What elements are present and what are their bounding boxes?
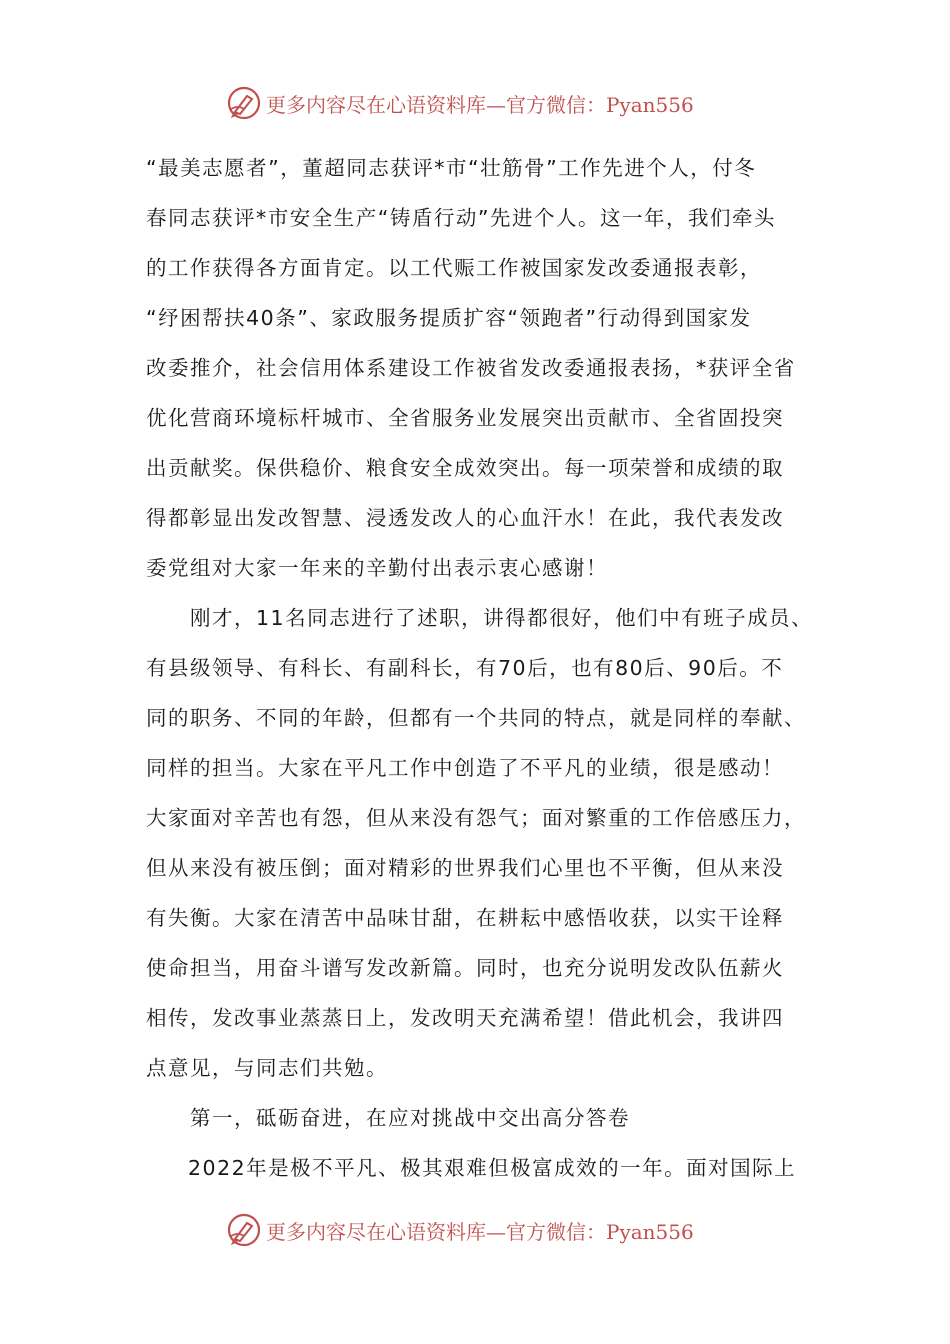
- pen-nib-icon: [226, 1212, 262, 1248]
- banner-text: 更多内容尽在心语资料库—官方微信：Pyan556: [266, 92, 694, 117]
- text-line: 的工作获得各方面肯定。以工代赈工作被国家发改委通报表彰，: [146, 256, 762, 280]
- text-line: 2022年是极不平凡、极其艰难但极富成效的一年。面对国际上: [188, 1156, 797, 1180]
- text-line: 大家面对辛苦也有怨，但从来没有怨气；面对繁重的工作倍感压力，: [146, 806, 806, 830]
- text-line: 改委推介，社会信用体系建设工作被省发改委通报表扬，*获评全省: [146, 356, 796, 380]
- text-line: 同样的担当。大家在平凡工作中创造了不平凡的业绩，很是感动！: [146, 756, 784, 780]
- document-body: [146, 143, 816, 1193]
- text-line: 点意见，与同志们共勉。: [146, 1056, 388, 1080]
- text-line: 刚才，11名同志进行了述职，讲得都很好，他们中有班子成员、: [190, 606, 814, 630]
- banner-text: 更多内容尽在心语资料库—官方微信：Pyan556: [266, 1219, 694, 1244]
- text-line: 有失衡。大家在清苦中品味甘甜，在耕耘中感悟收获，以实干诠释: [146, 906, 784, 930]
- text-line: 同的职务、不同的年龄，但都有一个共同的特点，就是同样的奉献、: [146, 706, 806, 730]
- text-line: 有县级领导、有科长、有副科长，有70后，也有80后、90后。不: [146, 656, 784, 680]
- text-line: 优化营商环境标杆城市、全省服务业发展突出贡献市、全省固投突: [146, 406, 784, 430]
- text-line: 出贡献奖。保供稳价、粮食安全成效突出。每一项荣誉和成绩的取: [146, 456, 784, 480]
- pen-nib-icon: [226, 85, 262, 121]
- section-heading: 第一，砥砺奋进，在应对挑战中交出高分答卷: [190, 1106, 630, 1130]
- text-line: “纾困帮扶40条”、家政服务提质扩容“领跑者”行动得到国家发: [146, 306, 752, 330]
- text-line: 使命担当，用奋斗谱写发改新篇。同时，也充分说明发改队伍薪火: [146, 956, 784, 980]
- footer-banner: [226, 1210, 694, 1250]
- text-line: 委党组对大家一年来的辛勤付出表示衷心感谢！: [146, 556, 608, 580]
- text-line: “最美志愿者”，董超同志获评*市“壮筋骨”工作先进个人，付冬: [146, 156, 757, 180]
- text-line: 相传，发改事业蒸蒸日上，发改明天充满希望！借此机会，我讲四: [146, 1006, 784, 1030]
- text-line: 但从来没有被压倒；面对精彩的世界我们心里也不平衡，但从来没: [146, 856, 784, 880]
- text-line: 得都彰显出发改智慧、浸透发改人的心血汗水！在此，我代表发改: [146, 506, 784, 530]
- header-banner: [226, 83, 694, 123]
- text-line: 春同志获评*市安全生产“铸盾行动”先进个人。这一年，我们牵头: [146, 206, 776, 230]
